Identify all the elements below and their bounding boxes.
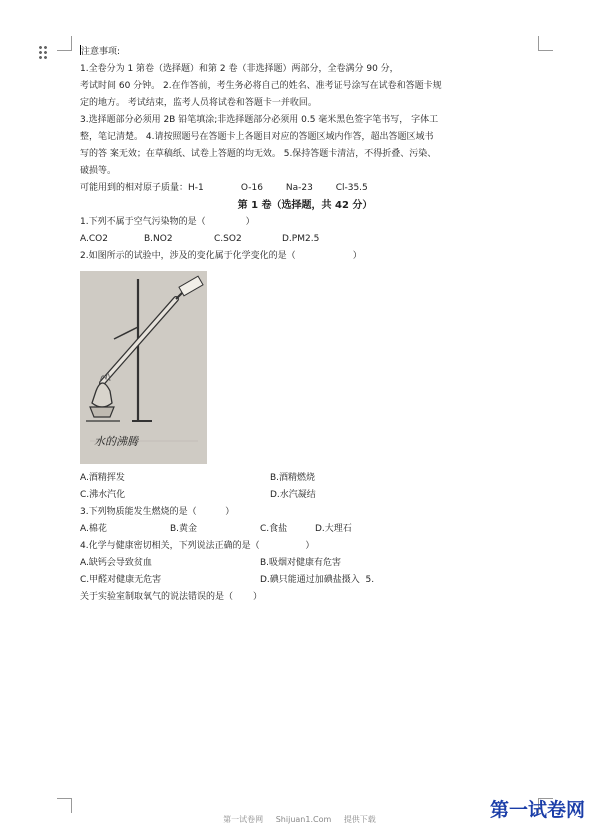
option-a: A.酒精挥发 xyxy=(80,473,125,483)
option-b: B.吸烟对健康有危害 xyxy=(260,558,342,568)
question-3-options xyxy=(80,521,530,538)
footer-site: 第一试卷网 xyxy=(223,815,264,824)
notice-line: 3.选择题部分必须用 2B 铅笔填涂;非选择题部分必须用 0.5 毫米黑色签字笔书写， 字体工 xyxy=(80,115,439,125)
option-a: A.CO2 xyxy=(80,234,108,244)
question-4-stem: 4.化学与健康密切相关，下列说法正确的是（ ） xyxy=(80,541,315,551)
crop-mark-top-right xyxy=(538,36,553,51)
option-d: D.碘只能通过加碘盐摄入 5. xyxy=(260,575,375,585)
question-3-stem: 3.下列物质能发生燃烧的是（ ） xyxy=(80,507,235,517)
atomic-mass-line: 可能用到的相对原子质量：H-1 O-16 Na-23 Cl-35.5 xyxy=(80,183,368,193)
option-c: C.沸水汽化 xyxy=(80,490,126,500)
option-b: B.黄金 xyxy=(170,524,198,534)
notice-line: 考试时间 60 分钟。 2.在作答前，考生务必将自己的姓名、准考证号涂写在试卷和答题卡规 xyxy=(80,81,442,91)
notice-line: 破损等。 xyxy=(80,166,117,176)
notice-title: 注意事项: xyxy=(81,47,121,57)
drag-handle-icon[interactable] xyxy=(38,45,48,59)
footer-domain: Shijuan1.Com xyxy=(275,815,332,824)
question-2-options-row-1 xyxy=(80,470,530,487)
question-4-options-row-2 xyxy=(80,572,530,589)
experiment-figure xyxy=(80,271,207,464)
question-2-options-row-2 xyxy=(80,487,530,504)
option-b: B.NO2 xyxy=(144,234,173,244)
question-5-stem: 关于实验室制取氧气的说法错误的是（ ） xyxy=(80,592,263,602)
option-d: D.PM2.5 xyxy=(282,234,320,244)
option-c: C.SO2 xyxy=(214,234,242,244)
footer-tagline: 提供下载 xyxy=(343,815,376,824)
option-c: C.食盐 xyxy=(260,524,288,534)
notice-line: 定的地方。 考试结束，监考人员将试卷和答题卡一并收回。 xyxy=(80,98,317,108)
crop-mark-top-left xyxy=(57,36,72,51)
option-a: A.缺钙会导致贫血 xyxy=(80,558,152,568)
notice-line: 整，笔记清楚。 4.请按照题号在答题卡上各题目对应的答题区域内作答，超出答题区域书 xyxy=(80,132,434,142)
question-1-stem: 1.下列不属于空气污染物的是（ ） xyxy=(80,217,255,227)
question-2-stem: 2.如图所示的试验中，涉及的变化属于化学变化的是（ ） xyxy=(80,251,362,261)
figure-caption: 水的沸腾 xyxy=(94,435,138,448)
option-b: B.酒精燃烧 xyxy=(270,473,316,483)
section-title: 第 1 卷（选择题，共 42 分） xyxy=(237,200,373,211)
option-c: C.甲醛对健康无危害 xyxy=(80,575,162,585)
question-4-options-row-1 xyxy=(80,555,530,572)
question-1-options xyxy=(80,231,530,248)
notice-line: 1.全卷分为 1 第卷（选择题）和第 2 卷（非选择题）两部分，全卷满分 90 分， xyxy=(80,64,399,74)
option-a: A.棉花 xyxy=(80,524,107,534)
document-body[interactable] xyxy=(80,44,530,606)
notice-line: 写的答 案无效；在草稿纸、试卷上答题的均无效。 5.保持答题卡清洁，不得折叠、污染、 xyxy=(80,149,437,159)
crop-mark-bottom-left xyxy=(57,798,72,813)
site-logo: 第一试卷网 xyxy=(490,799,586,821)
option-d: D.水汽凝结 xyxy=(270,490,316,500)
option-d: D.大理石 xyxy=(315,524,352,534)
